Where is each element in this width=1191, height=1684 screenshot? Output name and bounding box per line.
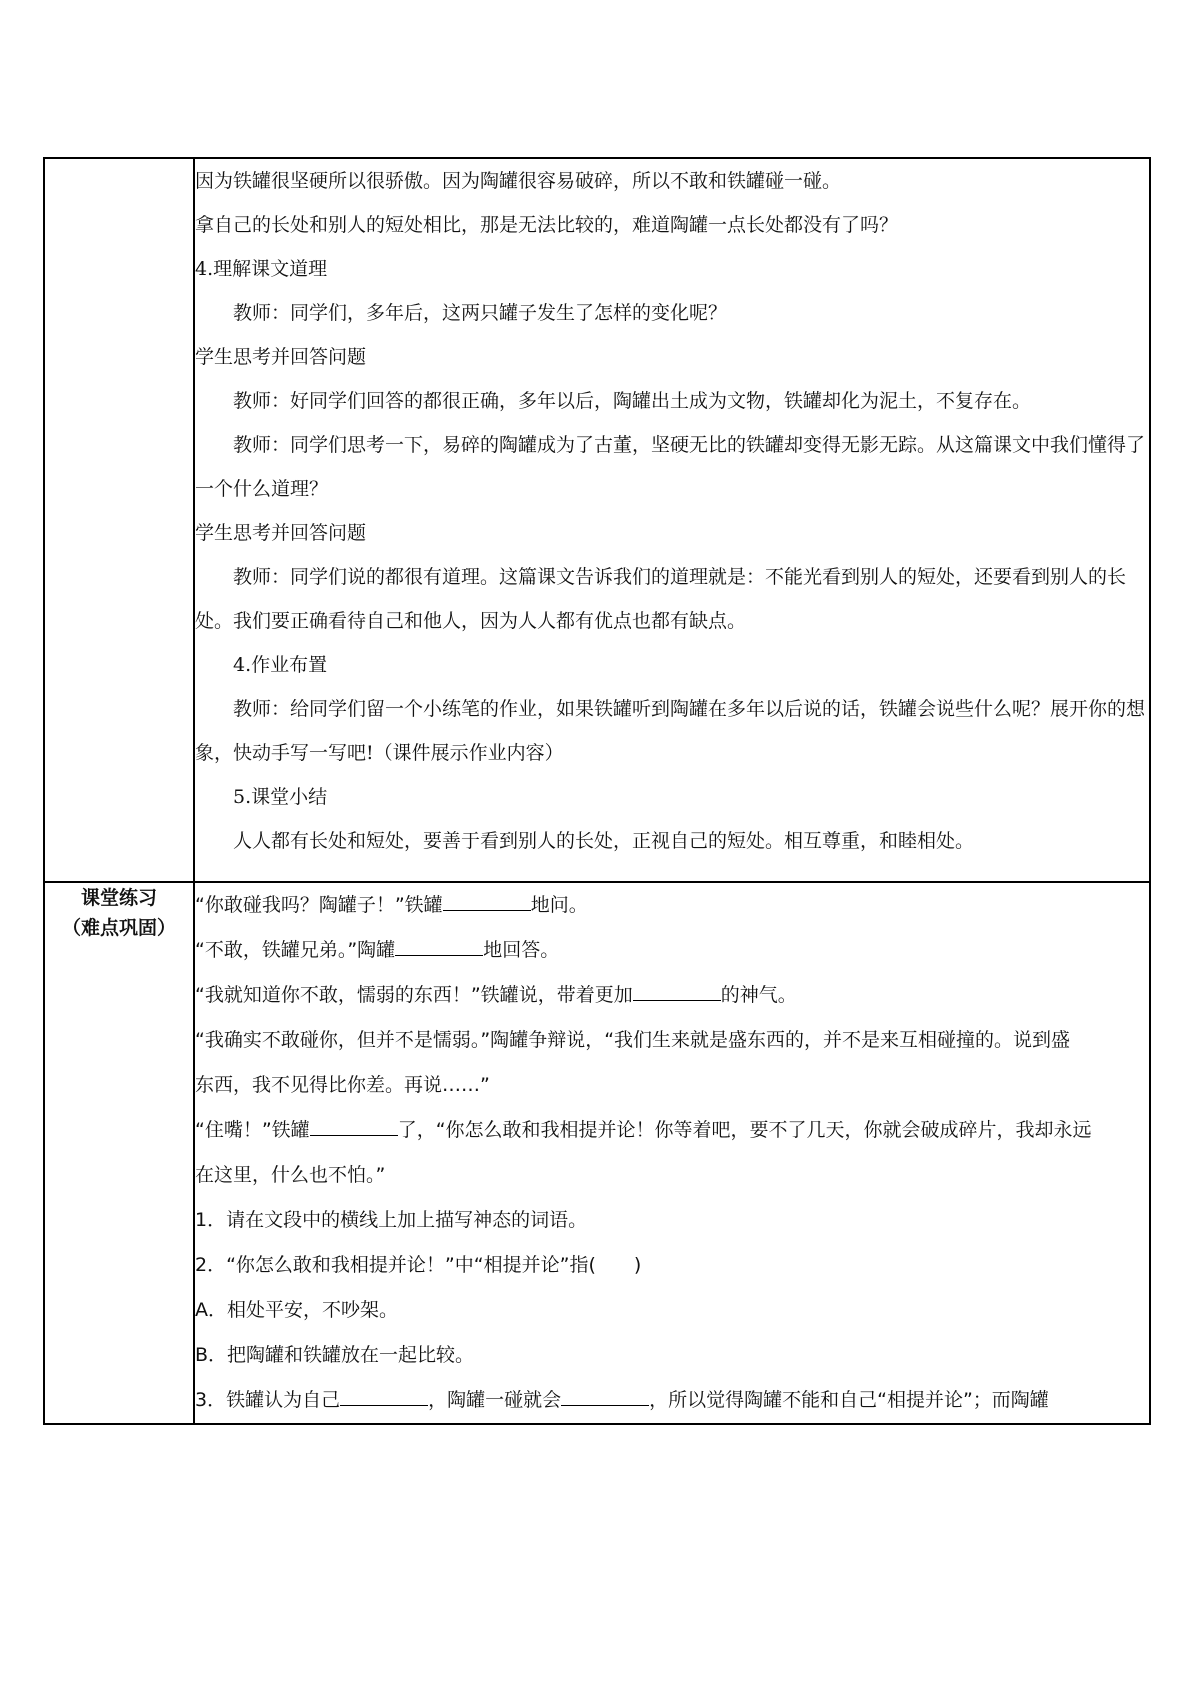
paragraph: 5.课堂小结 [233, 786, 328, 808]
fill-in-blank[interactable] [340, 1386, 428, 1406]
lesson-plan-table [43, 157, 1151, 1425]
exercise-text-segment: “我就知道你不敢，懦弱的东西！”铁罐说，带着更加 [195, 984, 633, 1006]
table-row [44, 158, 1150, 882]
fill-in-blank[interactable] [395, 936, 483, 956]
paragraph: 教师：给同学们留一个小练笔的作业，如果铁罐听到陶罐在多年以后说的话，铁罐会说些什么呢？展开你的想象，快动手写一写吧!（课件展示作业内容） [195, 698, 1146, 764]
section-label-subtitle: （难点巩固） [61, 917, 176, 939]
exercise-line [195, 928, 1149, 973]
exercise-line [195, 1198, 1149, 1243]
exercise-line [195, 1288, 1149, 1333]
paragraph: 教师：同学们说的都很有道理。这篇课文告诉我们的道理就是：不能光看到别人的短处，还要看到别人的长处。我们要正确看待自己和他人，因为人人都有优点也都有缺点。 [195, 566, 1127, 632]
fill-in-blank[interactable] [310, 1116, 398, 1136]
teaching-process-text [195, 159, 1149, 863]
exercise-line [195, 883, 1149, 928]
fill-in-blank[interactable] [443, 891, 531, 911]
section-label-title: 课堂练习 [80, 887, 157, 909]
paragraph: 教师：同学们，多年后，这两只罐子发生了怎样的变化呢？ [233, 302, 728, 324]
exercise-text-segment: ，所以觉得陶罐不能和自己“相提并论”；而陶罐 [649, 1389, 1049, 1411]
exercise-line [195, 1333, 1149, 1378]
exercise-line [195, 1018, 1149, 1063]
exercise-text-segment: ，陶罐一碰就会 [428, 1389, 562, 1411]
exercise-text-segment: 3．铁罐认为自己 [195, 1389, 341, 1411]
exercise-text [195, 883, 1149, 1423]
exercise-text-segment: “我确实不敢碰你，但并不是懦弱。”陶罐争辩说，“我们生来就是盛东西的，并不是来互相碰撞的。说到盛 [195, 1029, 1071, 1051]
exercise-text-segment: B．把陶罐和铁罐放在一起比较。 [195, 1344, 475, 1366]
exercise-text-segment: 1．请在文段中的横线上加上描写神态的词语。 [195, 1209, 588, 1231]
exercise-text-segment: 地问。 [530, 894, 588, 916]
fill-in-blank[interactable] [633, 981, 721, 1001]
teaching-process-cell [194, 158, 1150, 882]
section-label-cell [44, 882, 194, 1424]
paragraph: 学生思考并回答问题 [195, 522, 367, 544]
table-row [44, 882, 1150, 1424]
exercise-line [195, 1063, 1149, 1108]
paragraph: 4.作业布置 [233, 654, 328, 676]
paragraph: 教师：好同学们回答的都很正确，多年以后，陶罐出土成为文物，铁罐却化为泥土，不复存在。 [233, 390, 1032, 412]
paragraph: 因为铁罐很坚硬所以很骄傲。因为陶罐很容易破碎，所以不敢和铁罐碰一碰。 [195, 170, 842, 192]
paragraph: 拿自己的长处和别人的短处相比，那是无法比较的，难道陶罐一点长处都没有了吗？ [195, 214, 899, 236]
paragraph: 教师：同学们思考一下，易碎的陶罐成为了古董，坚硬无比的铁罐却变得无影无踪。从这篇课文中我们懂得了一个什么道理？ [195, 434, 1146, 500]
empty-label-cell [44, 158, 194, 882]
exercise-line [195, 1153, 1149, 1198]
exercise-text-segment: 了，“你怎么敢和我相提并论！你等着吧，要不了几天，你就会破成碎片，我却永远 [397, 1119, 1092, 1141]
paragraph: 4.理解课文道理 [195, 258, 328, 280]
fill-in-blank[interactable] [561, 1386, 649, 1406]
exercise-text-segment: 在这里，什么也不怕。” [195, 1164, 386, 1186]
exercise-cell [194, 882, 1150, 1424]
exercise-line [195, 1243, 1149, 1288]
paragraph: 学生思考并回答问题 [195, 346, 367, 368]
exercise-text-segment: 地回答。 [483, 939, 560, 961]
exercise-text-segment: A．相处平安，不吵架。 [195, 1299, 398, 1321]
exercise-text-segment: 的神气。 [720, 984, 797, 1006]
exercise-line [195, 973, 1149, 1018]
exercise-line [195, 1108, 1149, 1153]
exercise-line [195, 1378, 1149, 1423]
paragraph: 人人都有长处和短处，要善于看到别人的长处，正视自己的短处。相互尊重，和睦相处。 [233, 830, 975, 852]
exercise-text-segment: 东西，我不见得比你差。再说……” [195, 1074, 490, 1096]
exercise-text-segment: “住嘴！”铁罐 [195, 1119, 310, 1141]
exercise-text-segment: “你敢碰我吗？陶罐子！”铁罐 [195, 894, 443, 916]
exercise-text-segment: “不敢，铁罐兄弟。”陶罐 [195, 939, 396, 961]
exercise-text-segment: 2．“你怎么敢和我相提并论！”中“相提并论”指( ) [195, 1254, 642, 1276]
